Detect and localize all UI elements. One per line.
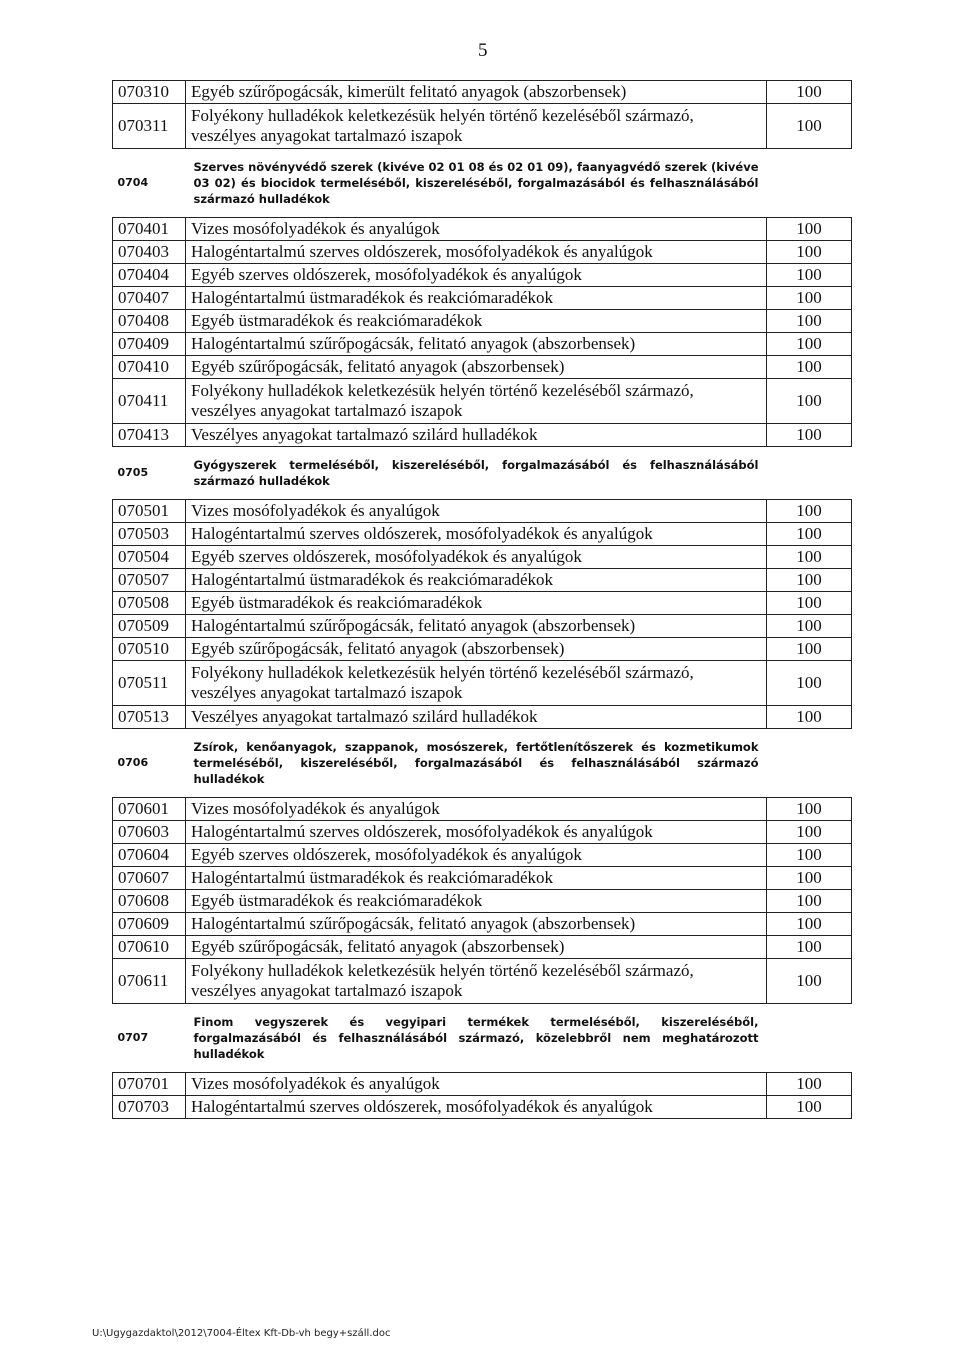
waste-code-cell: 070413 (113, 424, 186, 447)
table-row (113, 959, 852, 1004)
value-cell: 100 (767, 959, 852, 1004)
value-cell: 100 (767, 1096, 852, 1119)
table-row (113, 81, 852, 104)
group-code: 0707 (113, 1004, 186, 1073)
description-cell: Vizes mosófolyadékok és anyalúgok (186, 218, 767, 241)
table-row (113, 310, 852, 333)
value-cell: 100 (767, 844, 852, 867)
group-header-row (113, 1004, 852, 1073)
description-cell: Egyéb üstmaradékok és reakciómaradékok (186, 890, 767, 913)
waste-code-cell: 070513 (113, 706, 186, 729)
waste-code-cell: 070507 (113, 569, 186, 592)
table-row (113, 913, 852, 936)
table-row (113, 798, 852, 821)
waste-code-cell: 070404 (113, 264, 186, 287)
value-cell: 100 (767, 546, 852, 569)
value-cell: 100 (767, 287, 852, 310)
value-cell: 100 (767, 706, 852, 729)
table-row (113, 615, 852, 638)
value-cell: 100 (767, 424, 852, 447)
value-cell: 100 (767, 615, 852, 638)
table-row (113, 241, 852, 264)
table-row (113, 821, 852, 844)
description-cell: Halogéntartalmú szűrőpogácsák, felitató anyagok (abszorbensek) (186, 913, 767, 936)
table-row (113, 500, 852, 523)
waste-code-cell: 070603 (113, 821, 186, 844)
value-cell: 100 (767, 867, 852, 890)
description-cell: Halogéntartalmú szerves oldószerek, mosófolyadékok és anyalúgok (186, 523, 767, 546)
description-cell: Halogéntartalmú szerves oldószerek, mosófolyadékok és anyalúgok (186, 821, 767, 844)
value-cell: 100 (767, 821, 852, 844)
table-row (113, 333, 852, 356)
description-cell: Veszélyes anyagokat tartalmazó szilárd hulladékok (186, 706, 767, 729)
description-cell: Egyéb szűrőpogácsák, felitató anyagok (abszorbensek) (186, 936, 767, 959)
waste-code-cell: 070409 (113, 333, 186, 356)
waste-code-cell: 070601 (113, 798, 186, 821)
group-header-row (113, 149, 852, 218)
waste-code-cell: 070511 (113, 661, 186, 706)
description-cell: Egyéb üstmaradékok és reakciómaradékok (186, 310, 767, 333)
group-title: Gyógyszerek termeléséből, kiszereléséből, forgalmazásából és felhasználásából származó hulladékok (186, 447, 767, 500)
value-cell: 100 (767, 661, 852, 706)
table-row (113, 523, 852, 546)
description-cell: Egyéb szerves oldószerek, mosófolyadékok és anyalúgok (186, 264, 767, 287)
group-title: Szerves növényvédő szerek (kivéve 02 01 08 és 02 01 09), faanyagvédő szerek (kivéve 03 02) és biocidok termeléséből, kiszereléséből, forgalmazásából és felhasználásából származó hulladékok (186, 149, 767, 218)
table-row (113, 287, 852, 310)
waste-code-cell: 070703 (113, 1096, 186, 1119)
waste-code-cell: 070407 (113, 287, 186, 310)
waste-code-cell: 070611 (113, 959, 186, 1004)
group-title: Zsírok, kenőanyagok, szappanok, mosószerek, fertőtlenítőszerek és kozmetikumok termeléséből, kiszereléséből, forgalmazásából és felhasználásából származó hulladékok (186, 729, 767, 798)
value-cell: 100 (767, 1073, 852, 1096)
description-cell: Halogéntartalmú szűrőpogácsák, felitató anyagok (abszorbensek) (186, 333, 767, 356)
description-cell: Halogéntartalmú üstmaradékok és reakciómaradékok (186, 287, 767, 310)
table-row (113, 379, 852, 424)
file-path-footer: U:\Ugygazdaktol\2012\7004-Éltex Kft-Db-vh begy+száll.doc (92, 1328, 391, 1339)
table-row (113, 104, 852, 149)
value-cell: 100 (767, 890, 852, 913)
waste-code-cell: 070310 (113, 81, 186, 104)
description-cell: Egyéb szűrőpogácsák, felitató anyagok (abszorbensek) (186, 638, 767, 661)
waste-code-cell: 070408 (113, 310, 186, 333)
value-cell: 100 (767, 592, 852, 615)
value-cell: 100 (767, 798, 852, 821)
group-code: 0704 (113, 149, 186, 218)
waste-code-cell: 070401 (113, 218, 186, 241)
value-cell: 100 (767, 104, 852, 149)
waste-code-table (112, 80, 852, 1119)
group-header-row (113, 729, 852, 798)
table-row (113, 1073, 852, 1096)
description-cell: Halogéntartalmú üstmaradékok és reakciómaradékok (186, 569, 767, 592)
table-body (113, 81, 852, 1119)
value-cell: 100 (767, 523, 852, 546)
value-cell: 100 (767, 379, 852, 424)
group-title: Finom vegyszerek és vegyipari termékek termeléséből, kiszereléséből, forgalmazásából és felhasználásából származó, közelebbről nem meghatározott hulladékok (186, 1004, 767, 1073)
waste-code-cell: 070411 (113, 379, 186, 424)
value-cell: 100 (767, 356, 852, 379)
table-row (113, 936, 852, 959)
description-cell: Folyékony hulladékok keletkezésük helyén történő kezeléséből származó, veszélyes anyagokat tartalmazó iszapok (186, 379, 767, 424)
table-row (113, 356, 852, 379)
value-cell: 100 (767, 333, 852, 356)
value-cell: 100 (767, 500, 852, 523)
waste-code-cell: 070504 (113, 546, 186, 569)
waste-code-cell: 070403 (113, 241, 186, 264)
description-cell: Veszélyes anyagokat tartalmazó szilárd hulladékok (186, 424, 767, 447)
group-empty-cell (767, 729, 852, 798)
table-row (113, 661, 852, 706)
value-cell: 100 (767, 936, 852, 959)
description-cell: Folyékony hulladékok keletkezésük helyén történő kezeléséből származó, veszélyes anyagokat tartalmazó iszapok (186, 104, 767, 149)
group-code: 0706 (113, 729, 186, 798)
description-cell: Egyéb szerves oldószerek, mosófolyadékok és anyalúgok (186, 844, 767, 867)
description-cell: Halogéntartalmú szerves oldószerek, mosófolyadékok és anyalúgok (186, 241, 767, 264)
table-row (113, 424, 852, 447)
waste-code-cell: 070608 (113, 890, 186, 913)
table-row (113, 592, 852, 615)
description-cell: Halogéntartalmú szerves oldószerek, mosófolyadékok és anyalúgok (186, 1096, 767, 1119)
waste-code-cell: 070501 (113, 500, 186, 523)
value-cell: 100 (767, 218, 852, 241)
waste-code-cell: 070503 (113, 523, 186, 546)
description-cell: Halogéntartalmú üstmaradékok és reakciómaradékok (186, 867, 767, 890)
description-cell: Vizes mosófolyadékok és anyalúgok (186, 500, 767, 523)
table-row (113, 546, 852, 569)
table-row (113, 890, 852, 913)
group-code: 0705 (113, 447, 186, 500)
table-row (113, 569, 852, 592)
description-cell: Folyékony hulladékok keletkezésük helyén történő kezeléséből származó, veszélyes anyagokat tartalmazó iszapok (186, 661, 767, 706)
description-cell: Egyéb szűrőpogácsák, kimerült felitató anyagok (abszorbensek) (186, 81, 767, 104)
description-cell: Folyékony hulladékok keletkezésük helyén történő kezeléséből származó, veszélyes anyagokat tartalmazó iszapok (186, 959, 767, 1004)
value-cell: 100 (767, 913, 852, 936)
table-row (113, 638, 852, 661)
description-cell: Halogéntartalmú szűrőpogácsák, felitató anyagok (abszorbensek) (186, 615, 767, 638)
table-row (113, 844, 852, 867)
description-cell: Vizes mosófolyadékok és anyalúgok (186, 1073, 767, 1096)
group-empty-cell (767, 149, 852, 218)
waste-code-cell: 070609 (113, 913, 186, 936)
description-cell: Egyéb szerves oldószerek, mosófolyadékok és anyalúgok (186, 546, 767, 569)
table-row (113, 867, 852, 890)
value-cell: 100 (767, 81, 852, 104)
waste-code-cell: 070410 (113, 356, 186, 379)
description-cell: Egyéb üstmaradékok és reakciómaradékok (186, 592, 767, 615)
waste-code-cell: 070701 (113, 1073, 186, 1096)
group-header-row (113, 447, 852, 500)
waste-code-cell: 070508 (113, 592, 186, 615)
waste-code-cell: 070607 (113, 867, 186, 890)
waste-code-cell: 070510 (113, 638, 186, 661)
page-number: 5 (478, 40, 488, 61)
waste-code-cell: 070604 (113, 844, 186, 867)
value-cell: 100 (767, 310, 852, 333)
description-cell: Egyéb szűrőpogácsák, felitató anyagok (abszorbensek) (186, 356, 767, 379)
value-cell: 100 (767, 264, 852, 287)
table-row (113, 1096, 852, 1119)
waste-code-cell: 070509 (113, 615, 186, 638)
value-cell: 100 (767, 638, 852, 661)
waste-code-cell: 070311 (113, 104, 186, 149)
group-empty-cell (767, 1004, 852, 1073)
table-row (113, 706, 852, 729)
group-empty-cell (767, 447, 852, 500)
description-cell: Vizes mosófolyadékok és anyalúgok (186, 798, 767, 821)
table-row (113, 264, 852, 287)
table-row (113, 218, 852, 241)
value-cell: 100 (767, 569, 852, 592)
waste-code-cell: 070610 (113, 936, 186, 959)
value-cell: 100 (767, 241, 852, 264)
